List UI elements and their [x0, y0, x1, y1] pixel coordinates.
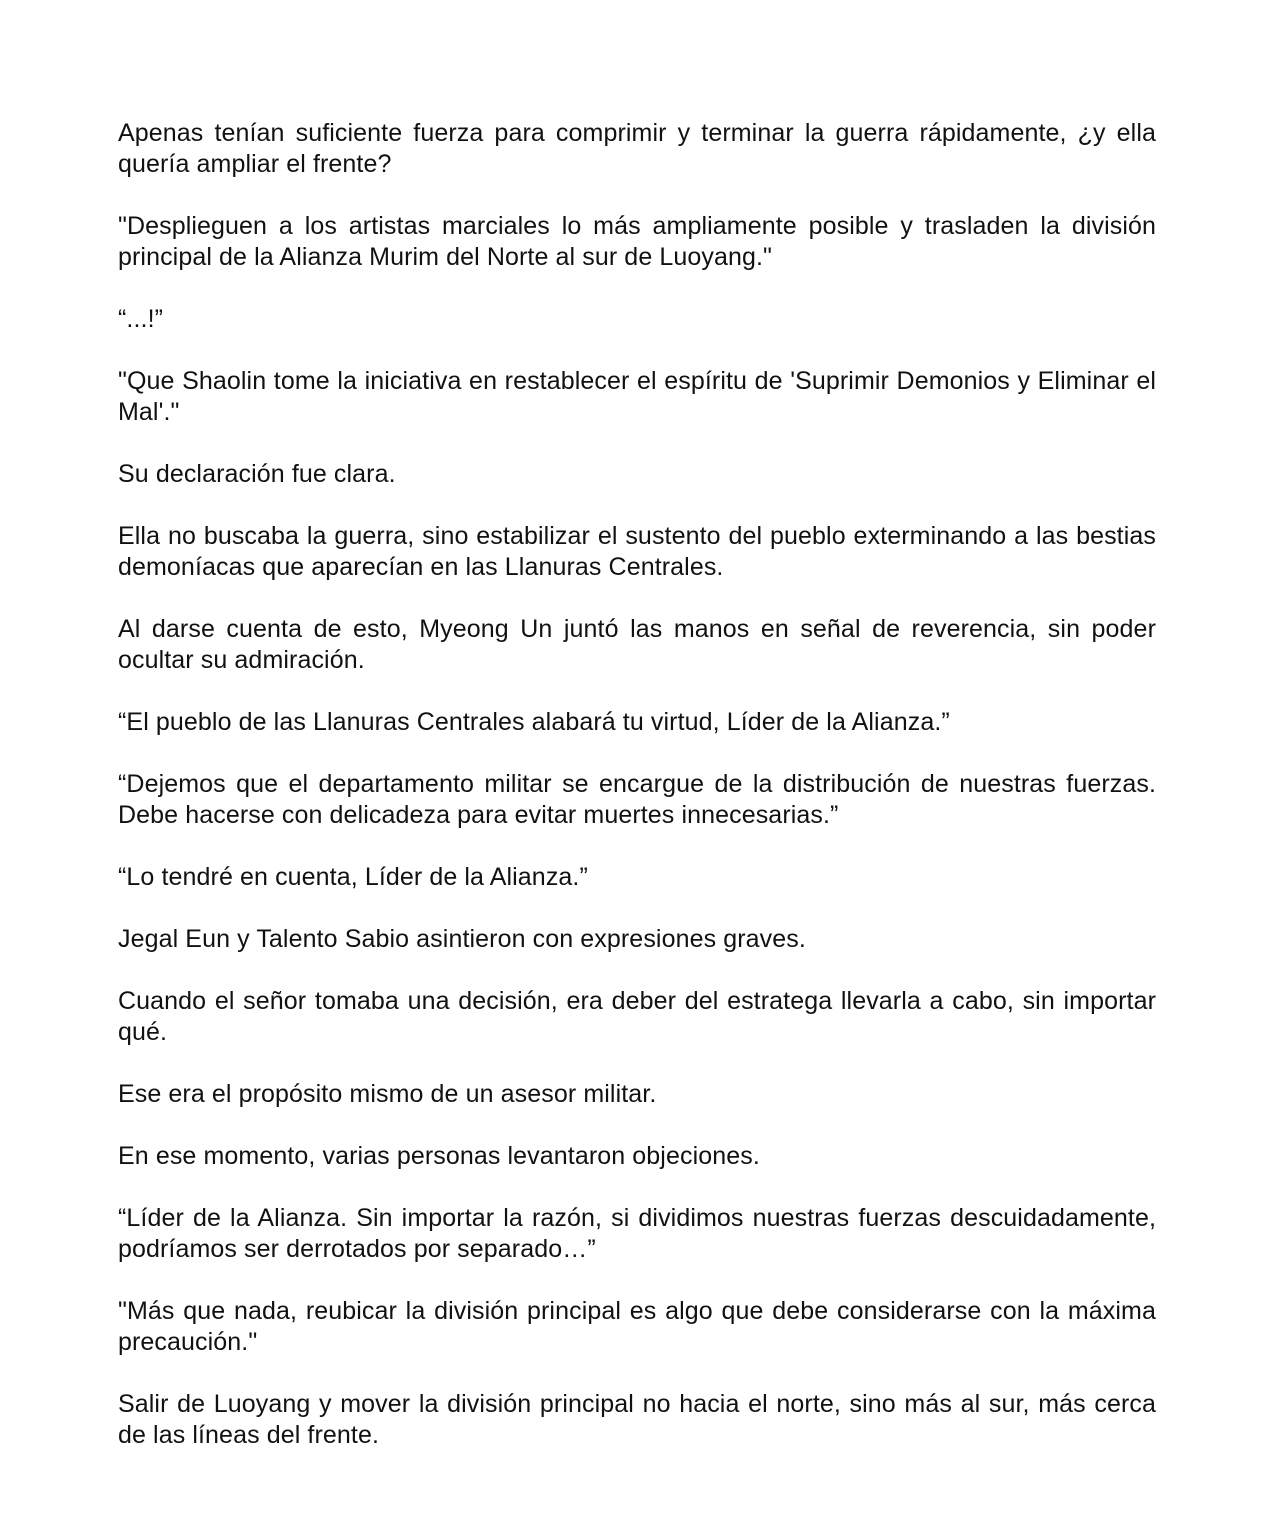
paragraph-9: “Dejemos que el departamento militar se encargue de la distribución de nuestras fuerzas. Debe hacerse con delicadeza para evitar muertes innecesarias.” [118, 770, 1156, 829]
paragraph-11: Jegal Eun y Talento Sabio asintieron con expresiones graves. [118, 925, 806, 953]
paragraph-5: Su declaración fue clara. [118, 460, 396, 488]
paragraph-4: "Que Shaolin tome la iniciativa en restablecer el espíritu de 'Suprimir Demonios y Eliminar el Mal'." [118, 367, 1156, 426]
paragraph-2: "Desplieguen a los artistas marciales lo más ampliamente posible y trasladen la división principal de la Alianza Murim del Norte al sur de Luoyang." [118, 212, 1156, 271]
paragraph-6: Ella no buscaba la guerra, sino estabilizar el sustento del pueblo exterminando a las bestias demoníacas que aparecían en las Llanuras Centrales. [118, 522, 1156, 581]
paragraph-8: “El pueblo de las Llanuras Centrales alabará tu virtud, Líder de la Alianza.” [118, 708, 950, 736]
paragraph-10: “Lo tendré en cuenta, Líder de la Alianza.” [118, 863, 588, 891]
paragraph-7: Al darse cuenta de esto, Myeong Un juntó las manos en señal de reverencia, sin poder ocultar su admiración. [118, 615, 1156, 674]
paragraph-16: "Más que nada, reubicar la división principal es algo que debe considerarse con la máxima precaución." [118, 1297, 1156, 1356]
paragraph-3: “...!” [118, 305, 164, 333]
document-page [118, 118, 1156, 1451]
paragraph-15: “Líder de la Alianza. Sin importar la razón, si dividimos nuestras fuerzas descuidadamente, podríamos ser derrotados por separado…” [118, 1204, 1156, 1263]
paragraph-17: Salir de Luoyang y mover la división principal no hacia el norte, sino más al sur, más cerca de las líneas del frente. [118, 1390, 1156, 1449]
paragraph-12: Cuando el señor tomaba una decisión, era deber del estratega llevarla a cabo, sin importar qué. [118, 987, 1156, 1046]
paragraph-14: En ese momento, varias personas levantaron objeciones. [118, 1142, 760, 1170]
paragraph-13: Ese era el propósito mismo de un asesor militar. [118, 1080, 657, 1108]
paragraph-1: Apenas tenían suficiente fuerza para comprimir y terminar la guerra rápidamente, ¿y ella quería ampliar el frente? [118, 119, 1156, 178]
